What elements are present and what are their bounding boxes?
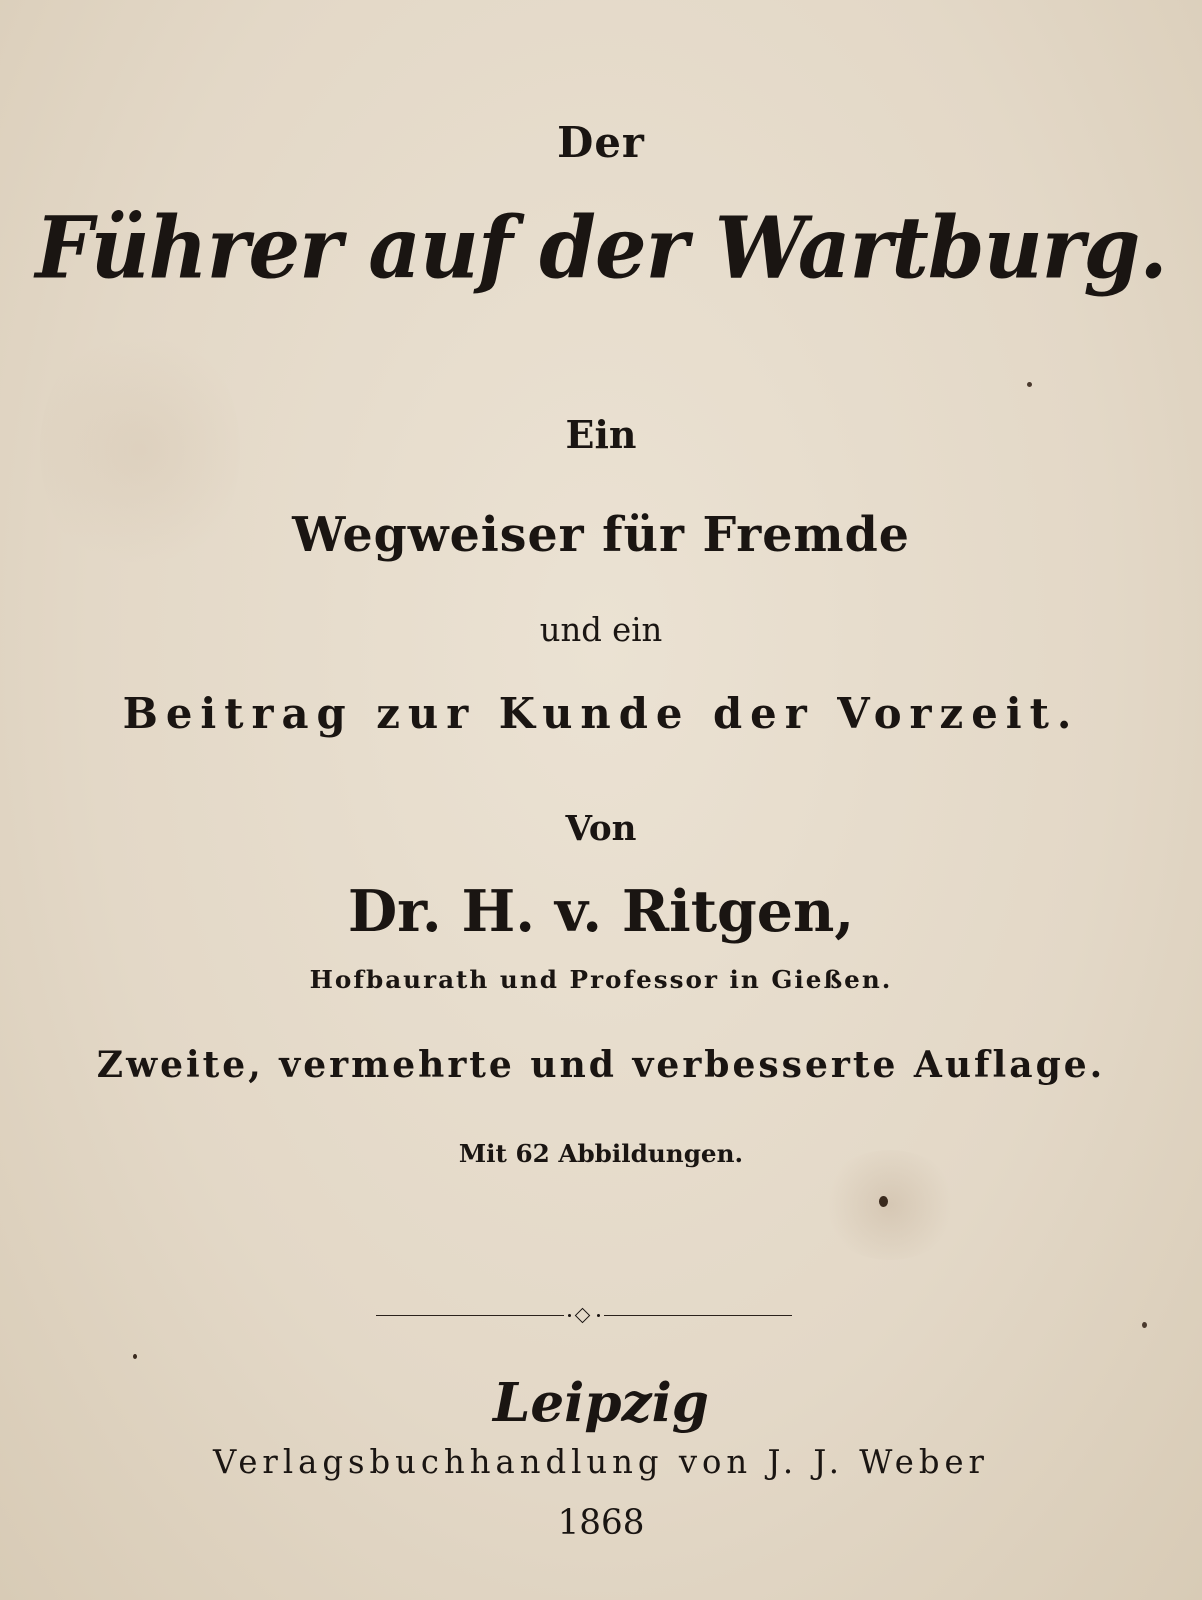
divider-rule-left: [376, 1315, 564, 1316]
subtitle-conjunction: und ein: [539, 611, 663, 649]
author-name: Dr. H. v. Ritgen,: [347, 879, 855, 945]
publication-city: Leipzig: [493, 1371, 709, 1434]
paper-spot: [1027, 382, 1032, 387]
edition-statement: Zweite, vermehrte und verbesserte Auflage.: [96, 1044, 1106, 1086]
paper-spot: [879, 1196, 888, 1207]
book-title: Führer auf der Wartburg.: [35, 198, 1167, 299]
ornamental-divider: [376, 1310, 792, 1322]
paper-spot: [133, 1354, 137, 1359]
divider-rule-right: [604, 1315, 792, 1316]
paper-spot: [1142, 1322, 1147, 1328]
publisher-name: Verlagsbuchhandlung von J. J. Weber: [213, 1443, 989, 1481]
divider-dot-right: [597, 1314, 600, 1317]
subtitle-intro: Ein: [565, 412, 637, 457]
author-intro: Von: [565, 809, 637, 849]
divider-dot-left: [568, 1314, 571, 1317]
illustrations-note: Mit 62 Abbildungen.: [458, 1139, 744, 1168]
publication-year: 1868: [557, 1503, 645, 1543]
diamond-ornament-icon: [575, 1308, 591, 1324]
subtitle-primary: Wegweiser für Fremde: [292, 507, 910, 563]
title-article: Der: [557, 118, 645, 167]
subtitle-secondary: Beitrag zur Kunde der Vorzeit.: [122, 689, 1080, 738]
author-rank: Hofbaurath und Professor in Gießen.: [309, 965, 893, 994]
